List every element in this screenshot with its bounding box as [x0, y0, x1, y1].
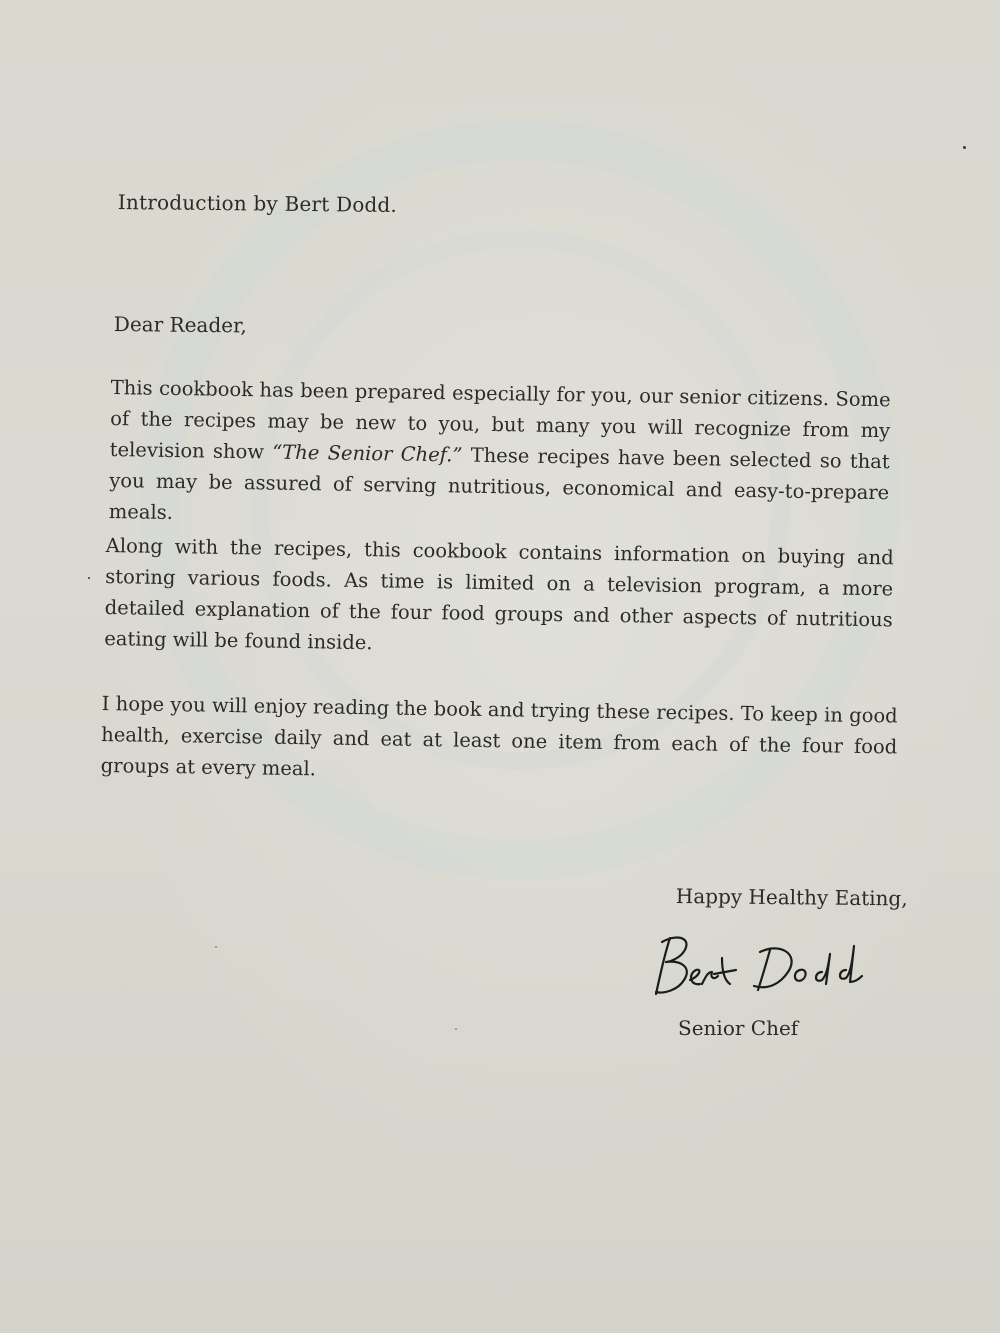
paragraph-1-text-a: This cookbook has been prepared especially for you, our senior citizens. Some of the recipes may be new to you, but many you will recognize from my television show	[109, 375, 891, 464]
paper-speck	[455, 1028, 457, 1030]
paragraph-2: Along with the recipes, this cookbook contains information on buying and storing various foods. As time is limited on a television program, a more detailed explanation of the four food groups and other aspects of nutritious eating will be found inside.	[104, 533, 894, 655]
salutation: Dear Reader,	[113, 312, 247, 338]
signer-title: Senior Chef	[678, 1016, 799, 1040]
paper-speck	[88, 577, 90, 579]
paragraph-3: I hope you will enjoy reading the book and trying these recipes. To keep in good health, exercise daily and eat at least one item from each of the four food groups at every meal.	[100, 691, 898, 781]
paragraph-1	[109, 372, 891, 539]
closing-line: Happy Healthy Eating,	[675, 884, 908, 911]
paper-speck	[215, 946, 217, 948]
intro-line: Introduction by Bert Dodd.	[117, 190, 398, 217]
paper-speck	[963, 146, 966, 149]
show-title: “The Senior Chef.”	[272, 440, 463, 467]
paragraph-1-text-b: These recipes have been selected so that you may be assured of serving nutritious, economical and easy-to-prepare meals.	[108, 443, 890, 524]
handwritten-signature	[650, 928, 880, 1000]
